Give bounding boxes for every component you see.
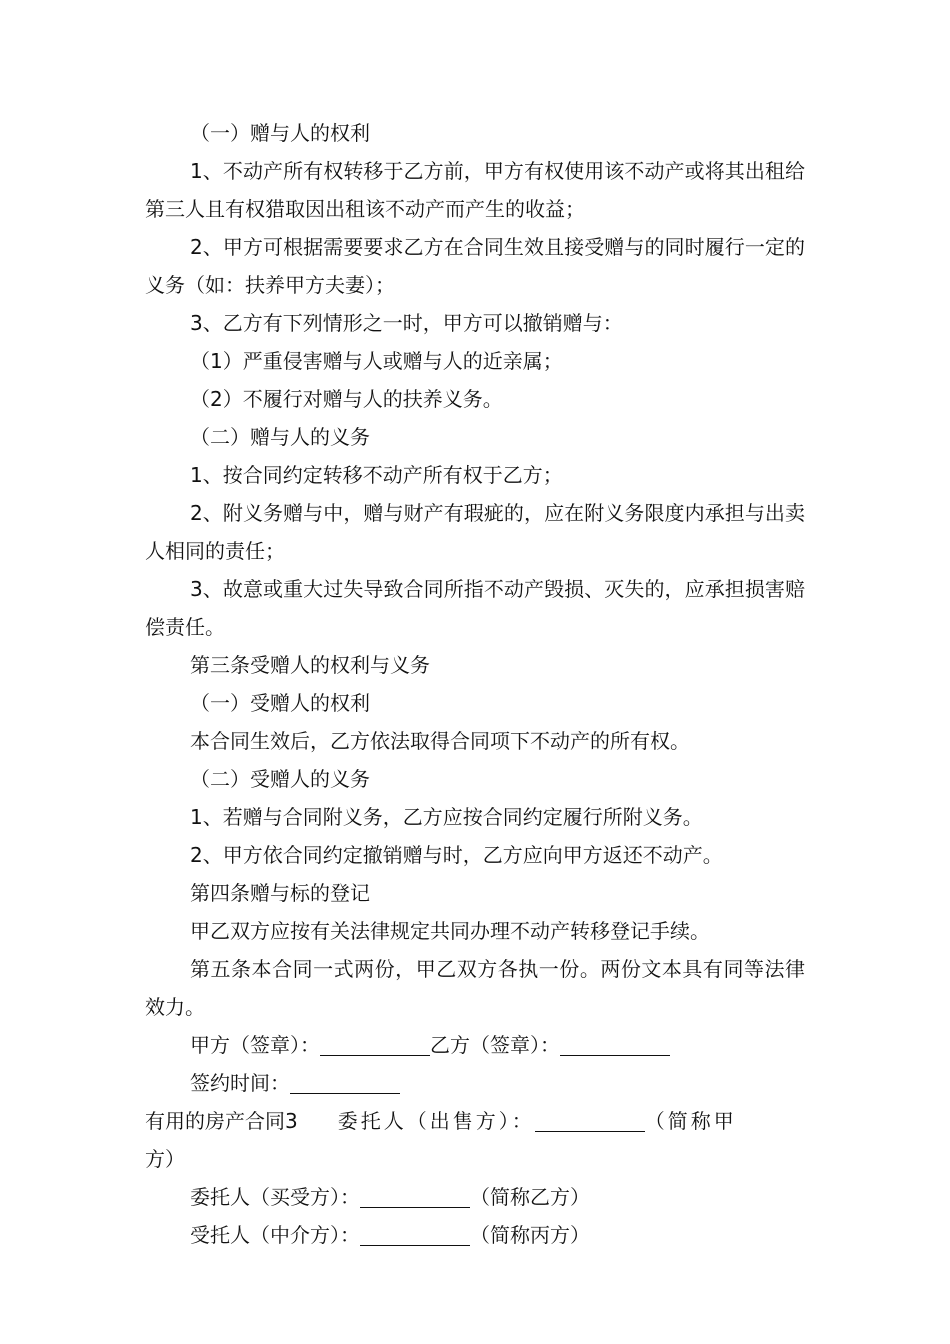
sign-date-blank: [290, 1067, 400, 1094]
section-heading: （二）受赠人的义务: [190, 767, 370, 791]
paragraph: 本合同生效后，乙方依法取得合同项下不动产的所有权。: [190, 729, 690, 753]
seller-blank: [535, 1105, 645, 1132]
paragraph: 2、甲方依合同约定撤销赠与时，乙方应向甲方返还不动产。: [190, 843, 723, 867]
agent-label: 受托人（中介方）：: [190, 1223, 360, 1247]
list-item: （2）不履行对赠与人的扶养义务。: [190, 387, 503, 411]
section-heading: （一）赠与人的权利: [190, 121, 370, 145]
buyer-blank: [360, 1181, 470, 1208]
agent-line: [145, 1216, 805, 1254]
paragraph: 甲乙双方应按有关法律规定共同办理不动产转移登记手续。: [190, 919, 710, 943]
paragraph: 1、按合同约定转移不动产所有权于乙方；: [190, 463, 563, 487]
article-heading: 第四条赠与标的登记: [190, 881, 370, 905]
sign-date-line: [145, 1064, 805, 1102]
buyer-abbr: （简称乙方）: [470, 1185, 590, 1209]
paragraph: 3、故意或重大过失导致合同所指不动产毁损、灭失的，应承担损害赔偿责任。: [145, 577, 805, 639]
seller-abbr-end: 方）: [145, 1147, 185, 1171]
seller-label: 委托人（出售方）：: [337, 1109, 535, 1133]
agent-blank: [360, 1219, 470, 1246]
party-b-sign-label: 乙方（签章）：: [430, 1033, 560, 1057]
paragraph: 1、若赠与合同附义务，乙方应按合同约定履行所附义务。: [190, 805, 703, 829]
paragraph: 2、甲方可根据需要要求乙方在合同生效且接受赠与的同时履行一定的义务（如：扶养甲方夫妻）；: [145, 235, 805, 297]
section-heading: （二）赠与人的义务: [190, 425, 370, 449]
section-heading: （一）受赠人的权利: [190, 691, 370, 715]
buyer-line: [145, 1178, 805, 1216]
paragraph: 第五条本合同一式两份，甲乙双方各执一份。两份文本具有同等法律效力。: [145, 957, 805, 1019]
paragraph: 3、乙方有下列情形之一时，甲方可以撤销赠与：: [190, 311, 623, 335]
seller-abbr: （简称甲: [644, 1109, 737, 1133]
contract-title: 有用的房产合同3: [145, 1109, 298, 1133]
paragraph: 1、不动产所有权转移于乙方前，甲方有权使用该不动产或将其出租给第三人且有权猎取因出租该不动产而产生的收益；: [145, 159, 805, 221]
party-b-sign-blank: [560, 1029, 670, 1056]
article-heading: 第三条受赠人的权利与义务: [190, 653, 430, 677]
list-item: （1）严重侵害赠与人或赠与人的近亲属；: [190, 349, 563, 373]
party-a-sign-label: 甲方（签章）：: [190, 1033, 320, 1057]
paragraph: 2、附义务赠与中，赠与财产有瑕疵的，应在附义务限度内承担与出卖人相同的责任；: [145, 501, 805, 563]
agent-abbr: （简称丙方）: [470, 1223, 590, 1247]
sign-date-label: 签约时间：: [190, 1071, 290, 1095]
buyer-label: 委托人（买受方）：: [190, 1185, 360, 1209]
party-a-sign-blank: [320, 1029, 430, 1056]
contract-title-line: [145, 1102, 805, 1140]
document-page: [145, 114, 805, 1254]
signature-line: [145, 1026, 805, 1064]
